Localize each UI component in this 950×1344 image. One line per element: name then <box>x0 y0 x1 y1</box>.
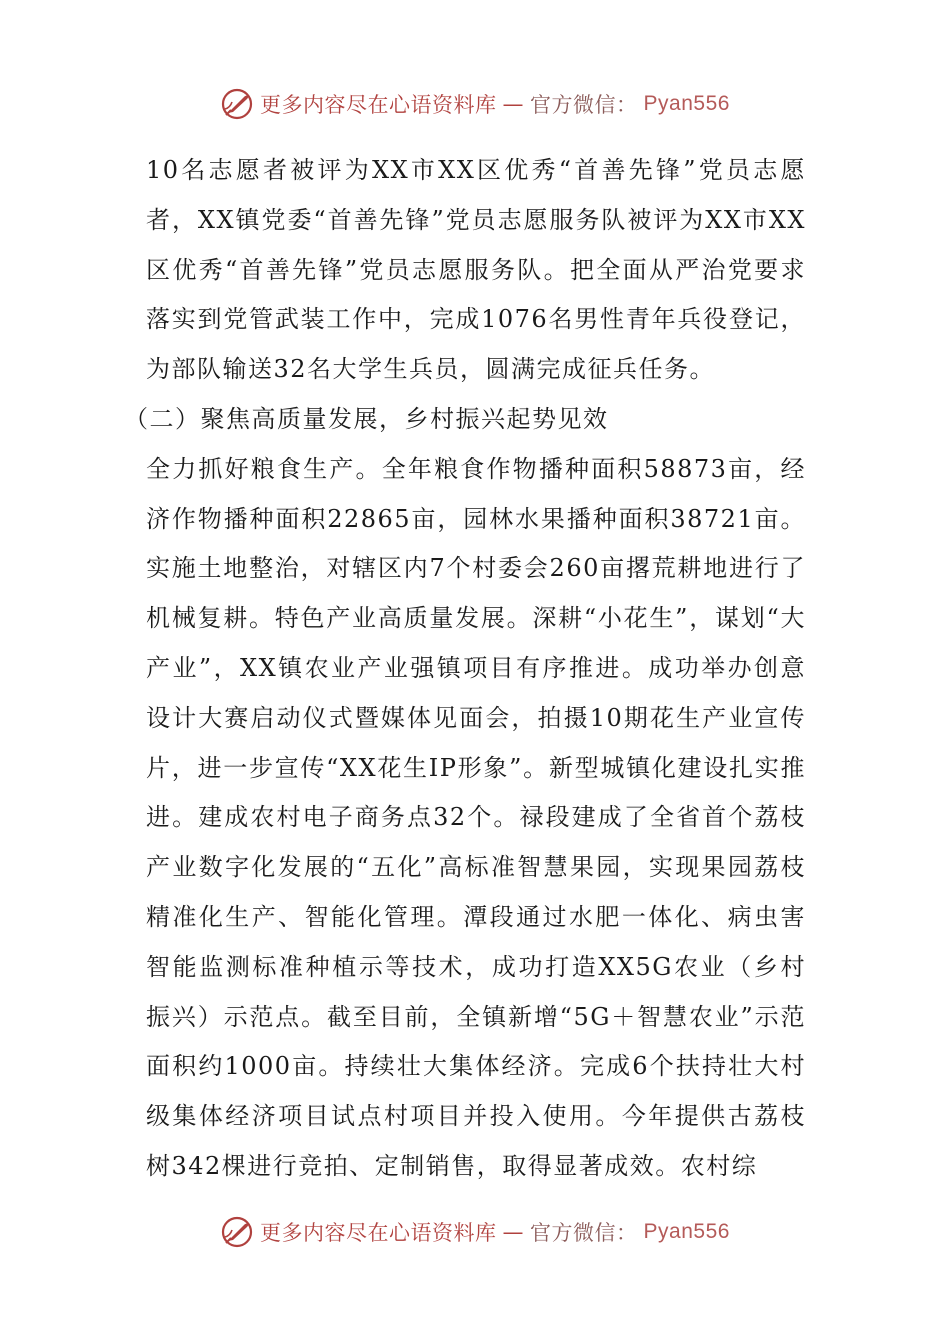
paragraph-volunteers: 10名志愿者被评为XX市XX区优秀“首善先锋”党员志愿者，XX镇党委“首善先锋”党员志愿服务队被评为XX市XX区优秀“首善先锋”党员志愿服务队。把全面从严治党要求落实到党管武装工作中，完成1076名男性青年兵役登记，为部队输送32名大学生兵员，圆满完成征兵任务。 <box>146 156 806 384</box>
paragraph-rural-revitalization: 全力抓好粮食生产。全年粮食作物播种面积58873亩，经济作物播种面积22865亩，园林水果播种面积38721亩。实施土地整治，对辖区内7个村委会260亩撂荒耕地进行了机械复耕。特色产业高质量发展。深耕“小花生”，谋划“大产业”，XX镇农业产业强镇项目有序推进。成功举办创意设计大赛启动仪式暨媒体见面会，拍摄10期花生产业宣传片，进一步宣传“XX花生IP形象”。新型城镇化建设扎实推进。建成农村电子商务点32个。禄段建成了全省首个荔枝产业数字化发展的“五化”高标准智慧果园，实现果园荔枝精准化生产、智能化管理。潭段通过水肥一体化、病虫害智能监测标准种植示等技术，成功打造XX5G农业（乡村振兴）示范点。截至目前，全镇新增“5G＋智慧农业”示范面积约1000亩。持续壮大集体经济。完成6个扶持壮大村级集体经济项目试点村项目并投入使用。今年提供古荔枝树342棵进行竞拍、定制销售，取得显著成效。农村综 <box>146 454 806 1180</box>
banner-official-label: 官方微信： <box>530 1221 638 1245</box>
banner-official-label: 官方微信： <box>530 93 638 117</box>
footer-watermark-banner <box>0 1212 950 1252</box>
quill-logo-icon <box>220 87 254 121</box>
header-watermark-banner <box>0 84 950 124</box>
document-body <box>124 146 806 1192</box>
section-heading-2: （二）聚焦高质量发展，乡村振兴起势见效 <box>124 404 609 433</box>
banner-dash: — <box>502 1220 525 1244</box>
banner-wechat-id: Pyan556 <box>643 92 730 115</box>
banner-main-text: 更多内容尽在心语资料库 <box>260 93 497 117</box>
banner-dash: — <box>502 92 525 116</box>
quill-logo-icon <box>220 1215 254 1249</box>
banner-wechat-id: Pyan556 <box>643 1220 730 1243</box>
banner-main-text: 更多内容尽在心语资料库 <box>260 1221 497 1245</box>
